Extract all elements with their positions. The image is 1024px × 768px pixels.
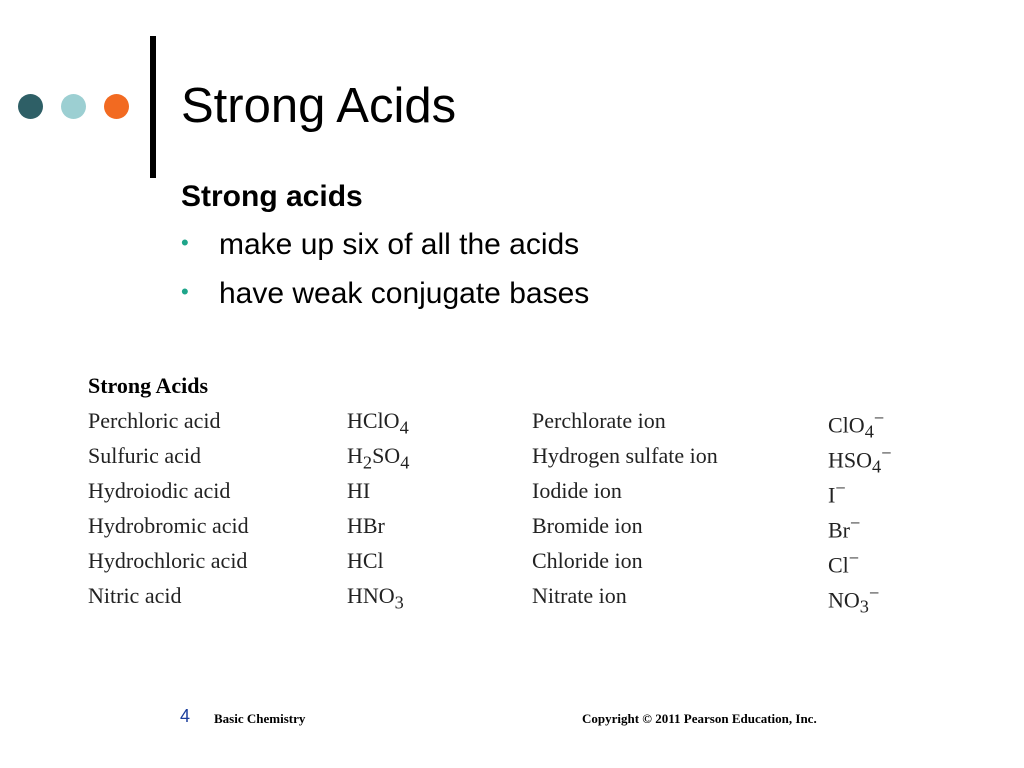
- bullet-text: make up six of all the acids: [219, 228, 580, 261]
- slide-title: Strong Acids: [181, 79, 457, 133]
- table-title: Strong Acids: [88, 373, 209, 398]
- conjugate-base-formula: ClO$_4$−: [828, 408, 885, 442]
- conjugate-base-name: Perchlorate ion: [532, 408, 666, 433]
- acid-formula: HClO$_4$: [347, 408, 409, 438]
- conjugate-base-formula: $NO_3^-$: [828, 583, 880, 617]
- bullet-item: [181, 277, 589, 326]
- accent-dot-light-teal: [61, 94, 86, 119]
- bullet-item: [181, 228, 589, 277]
- bullet-text: have weak conjugate bases: [219, 277, 590, 310]
- bullet-marker: •: [181, 230, 189, 255]
- bullet-list: [181, 228, 589, 326]
- conjugate-base-formula: Cl−: [828, 548, 860, 578]
- footer-copyright: Copyright © 2011 Pearson Education, Inc.: [582, 711, 817, 726]
- acid-name: Nitric acid: [88, 583, 182, 608]
- conjugate-base-name: Iodide ion: [532, 478, 622, 503]
- conjugate-base-name: Bromide ion: [532, 513, 643, 538]
- acid-name: Hydrobromic acid: [88, 513, 249, 538]
- bullet-marker: •: [181, 279, 189, 304]
- title-divider: [150, 36, 156, 178]
- acid-formula: HBr: [347, 513, 385, 538]
- acid-name: Perchloric acid: [88, 408, 221, 433]
- acid-name: Sulfuric acid: [88, 443, 202, 468]
- acid-formula: $H_2SO_4$: [347, 443, 410, 473]
- acid-formula: HCl: [347, 548, 384, 573]
- slide-subhead: Strong acids: [181, 180, 363, 213]
- accent-dot-dark-teal: [18, 94, 43, 119]
- accent-dot-orange: [104, 94, 129, 119]
- conjugate-base-name: Nitrate ion: [532, 583, 627, 608]
- acid-name: Hydrochloric acid: [88, 548, 248, 573]
- conjugate-base-name: Hydrogen sulfate ion: [532, 443, 718, 468]
- acid-formula: HI: [347, 478, 371, 503]
- conjugate-base-formula: $HSO_4^-$: [828, 443, 892, 477]
- conjugate-base-formula: I−: [828, 478, 846, 508]
- conjugate-base-name: Chloride ion: [532, 548, 643, 573]
- acid-formula: $HNO_3$: [347, 583, 404, 613]
- acid-name: Hydroiodic acid: [88, 478, 231, 503]
- page-number: 4: [180, 706, 191, 726]
- conjugate-base-formula: Br−: [828, 513, 861, 543]
- footer-course: Basic Chemistry: [214, 711, 306, 726]
